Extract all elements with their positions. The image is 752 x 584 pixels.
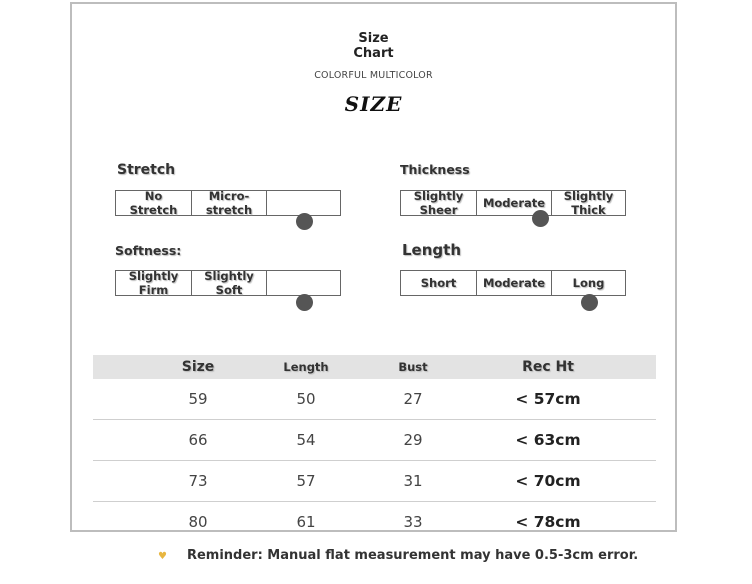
softness-title: Softness:: [115, 243, 182, 258]
cell-size: 66: [188, 431, 208, 449]
softness-indicator-dot: [296, 294, 313, 311]
length-title: Length: [402, 241, 461, 259]
table-row: [93, 502, 656, 542]
thickness-scale: [400, 190, 626, 216]
cell-size: 80: [188, 513, 208, 531]
stretch-option-2: Micro-stretch: [192, 191, 267, 215]
softness-scale: [115, 270, 341, 296]
stretch-scale: [115, 190, 341, 216]
header-size: Size: [181, 359, 215, 375]
length-option-3: Long: [572, 276, 605, 290]
length-indicator-dot: [581, 294, 598, 311]
cell-rec-ht: < 70cm: [515, 472, 581, 490]
cell-length: 50: [296, 390, 316, 408]
cell-size: 73: [188, 472, 208, 490]
thickness-indicator-dot: [532, 210, 549, 227]
header-rec-ht: Rec Ht: [522, 359, 574, 375]
cell-bust: 31: [403, 472, 423, 490]
table-row: [93, 461, 656, 502]
table-header: [93, 355, 656, 379]
softness-option-3: [267, 271, 340, 295]
cell-rec-ht: < 63cm: [515, 431, 581, 449]
cell-size: 59: [188, 390, 208, 408]
cell-bust: 33: [403, 513, 423, 531]
size-table: [93, 355, 656, 542]
thickness-option-1: Slightly Sheer: [401, 191, 477, 215]
cell-rec-ht: < 78cm: [515, 513, 581, 531]
chart-subtitle: COLORFUL MULTICOLOR: [314, 70, 433, 81]
reminder-text: Reminder: Manual flat measurement may have 0.5-3cm error.: [186, 548, 639, 563]
header-bust: Bust: [398, 360, 428, 374]
softness-option-1: Slightly Firm: [116, 271, 192, 295]
thickness-option-2: Moderate: [477, 191, 552, 215]
length-option-1: Short: [401, 271, 477, 295]
table-row: [93, 379, 656, 420]
title-line-2: Chart: [353, 46, 394, 61]
cell-bust: 29: [403, 431, 423, 449]
softness-option-2: Slightly Soft: [192, 271, 267, 295]
stretch-option-3: [267, 191, 340, 215]
size-logo: SIZE: [344, 92, 403, 116]
cell-length: 61: [296, 513, 316, 531]
thickness-option-3: Slightly Thick: [563, 189, 614, 217]
heart-icon: ♥: [158, 551, 167, 562]
reminder-note: [158, 548, 638, 563]
cell-bust: 27: [403, 390, 423, 408]
cell-length: 57: [296, 472, 316, 490]
chart-title: [72, 31, 675, 61]
thickness-title: Thickness: [400, 162, 470, 177]
length-scale: [400, 270, 626, 296]
length-option-2: Moderate: [477, 271, 552, 295]
stretch-option-1: No Stretch: [116, 191, 192, 215]
stretch-title: Stretch: [117, 162, 176, 178]
header-length: Length: [283, 360, 329, 374]
table-row: [93, 420, 656, 461]
cell-rec-ht: < 57cm: [515, 390, 581, 408]
cell-length: 54: [296, 431, 316, 449]
stretch-indicator-dot: [296, 213, 313, 230]
title-line-1: Size: [358, 31, 389, 46]
